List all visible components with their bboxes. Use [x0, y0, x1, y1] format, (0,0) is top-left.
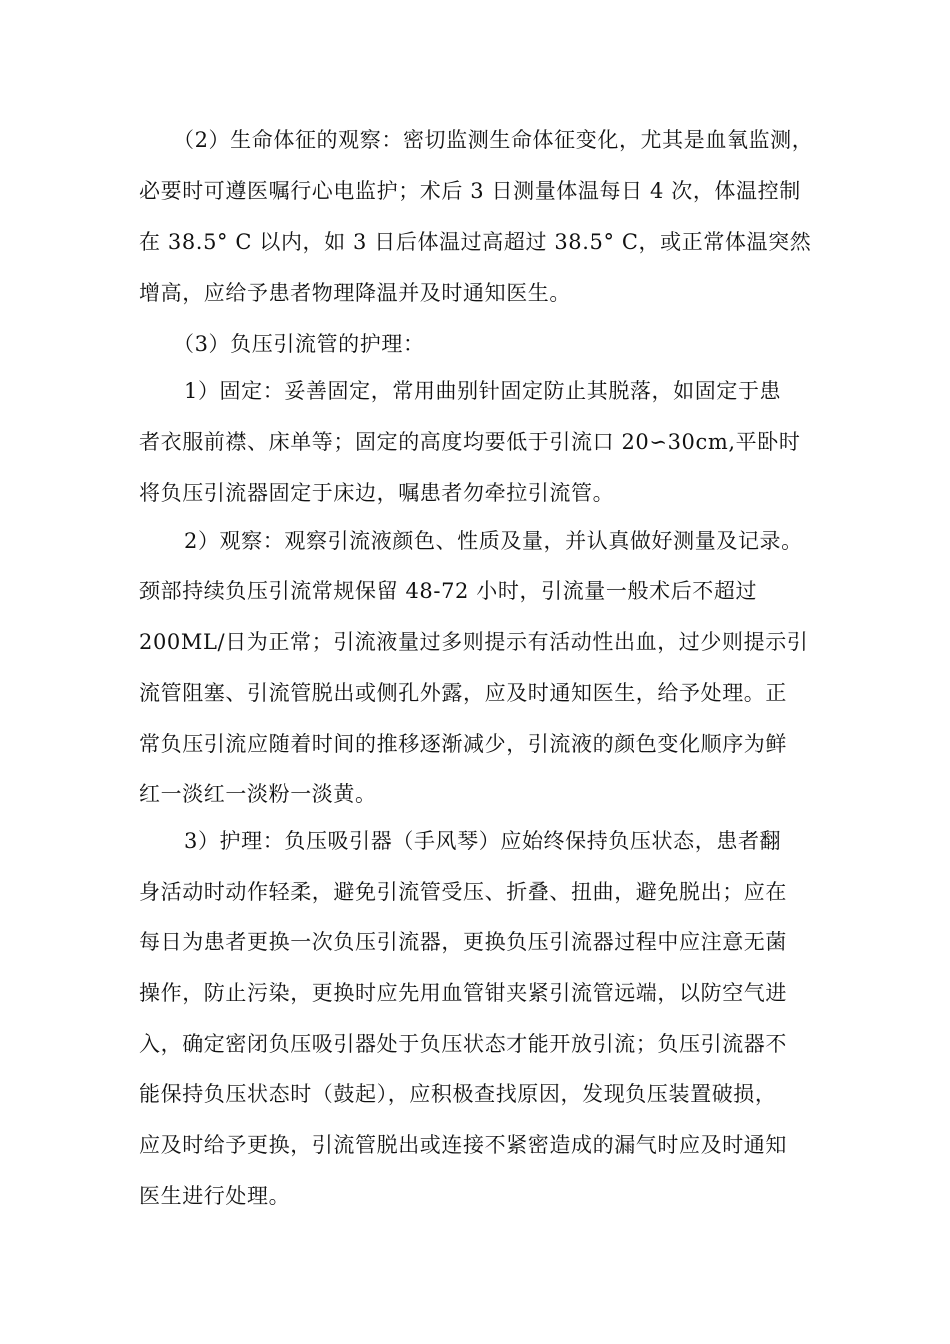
text-line: 2）观察：观察引流液颜色、性质及量，并认真做好测量及记录。	[184, 529, 803, 553]
text-line: 每日为患者更换一次负压引流器，更换负压引流器过程中应注意无菌	[139, 930, 787, 954]
section-heading: （3）负压引流管的护理：	[173, 332, 425, 356]
text-line: 在 38.5° C 以内，如 3 日后体温过高超过 38.5° C，或正常体温突然	[139, 230, 812, 254]
text-line: 常负压引流应随着时间的推移逐渐减少，引流液的颜色变化顺序为鲜	[139, 732, 787, 756]
text-line: 红一淡红一淡粉一淡黄。	[139, 782, 377, 806]
text-line: 身活动时动作轻柔，避免引流管受压、折叠、扭曲，避免脱出；应在	[139, 880, 787, 904]
text-line: 入，确定密闭负压吸引器处于负压状态才能开放引流；负压引流器不	[139, 1032, 787, 1056]
text-line: 必要时可遵医嘱行心电监护；术后 3 日测量体温每日 4 次，体温控制	[139, 179, 801, 203]
text-line: 1）固定：妥善固定，常用曲别针固定防止其脱落，如固定于患	[184, 379, 782, 403]
text-line: 者衣服前襟、床单等；固定的高度均要低于引流口 20∽30cm,平卧时	[139, 430, 801, 454]
text-line: 200ML/日为正常；引流液量过多则提示有活动性出血，过少则提示引	[139, 630, 809, 654]
text-line: 能保持负压状态时（鼓起），应积极查找原因，发现负压装置破损，	[139, 1082, 777, 1106]
text-line: 流管阻塞、引流管脱出或侧孔外露，应及时通知医生，给予处理。正	[139, 681, 787, 705]
text-line: 颈部持续负压引流常规保留 48-72 小时，引流量一般术后不超过	[139, 579, 758, 603]
text-line: （2）生命体征的观察：密切监测生命体征变化，尤其是血氧监测，	[173, 128, 814, 152]
text-line: 增高，应给予患者物理降温并及时通知医生。	[139, 281, 571, 305]
text-line: 应及时给予更换，引流管脱出或连接不紧密造成的漏气时应及时通知	[139, 1133, 787, 1157]
text-line: 医生进行处理。	[139, 1184, 291, 1208]
text-line: 操作，防止污染，更换时应先用血管钳夹紧引流管远端，以防空气进	[139, 981, 787, 1005]
text-line: 3）护理：负压吸引器（手风琴）应始终保持负压状态，患者翻	[184, 829, 782, 853]
text-line: 将负压引流器固定于床边，嘱患者勿牵拉引流管。	[139, 481, 615, 505]
